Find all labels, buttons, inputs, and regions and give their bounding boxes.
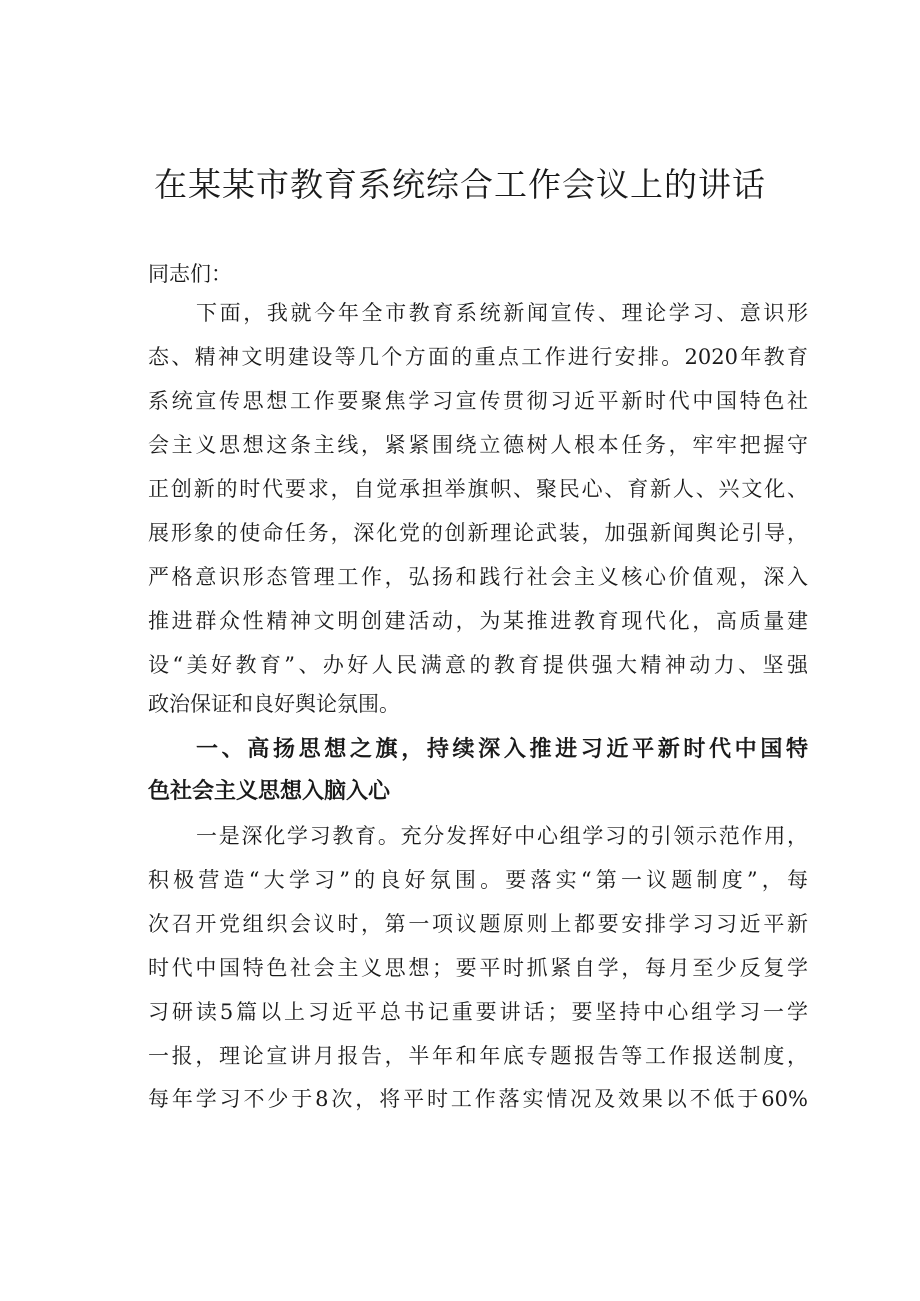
paragraph1-line: 展形象的使命任务，深化党的创新理论武装，加强新闻舆论引导， xyxy=(148,521,808,545)
paragraph2-line: 积极营造“大学习”的良好氛围。要落实“第一议题制度”，每 xyxy=(148,868,808,892)
paragraph1-line: 系统宣传思想工作要聚焦学习宣传贯彻习近平新时代中国特色社 xyxy=(148,389,808,413)
paragraph1-line: 设“美好教育”、办好人民满意的教育提供强大精神动力、坚强 xyxy=(148,653,808,677)
paragraph1-line: 下面，我就今年全市教育系统新闻宣传、理论学习、意识形 xyxy=(196,301,808,325)
section1-heading-line: 色社会主义思想入脑入心 xyxy=(148,779,391,804)
paragraph1-line: 严格意识形态管理工作，弘扬和践行社会主义核心价值观，深入 xyxy=(148,565,808,589)
paragraph2-line: 习研读5篇以上习近平总书记重要讲话；要坚持中心组学习一学 xyxy=(148,1000,808,1024)
paragraph2-line: 一是深化学习教育。充分发挥好中心组学习的引领示范作用， xyxy=(196,824,808,848)
paragraph2-line: 次召开党组织会议时，第一项议题原则上都要安排学习习近平新 xyxy=(148,912,808,936)
paragraph1-line: 会主义思想这条主线，紧紧围绕立德树人根本任务，牢牢把握守 xyxy=(148,433,808,457)
paragraph2-line: 一报，理论宣讲月报告，半年和年底专题报告等工作报送制度， xyxy=(148,1044,808,1068)
paragraph1-line: 政治保证和良好舆论氛围。 xyxy=(148,692,400,716)
paragraph2-line: 每年学习不少于8次，将平时工作落实情况及效果以不低于60% xyxy=(148,1087,808,1111)
paragraph2-line: 时代中国特色社会主义思想；要平时抓紧自学，每月至少反复学 xyxy=(148,956,808,980)
paragraph1-line: 推进群众性精神文明创建活动，为某推进教育现代化，高质量建 xyxy=(148,609,808,633)
paragraph1-line: 态、精神文明建设等几个方面的重点工作进行安排。2020年教育 xyxy=(148,345,808,369)
salutation: 同志们： xyxy=(148,262,232,286)
section1-heading-line: 一、高扬思想之旗，持续深入推进习近平新时代中国特 xyxy=(196,737,808,762)
paragraph1-line: 正创新的时代要求，自觉承担举旗帜、聚民心、育新人、兴文化、 xyxy=(148,477,808,501)
document-title: 在某某市教育系统综合工作会议上的讲话 xyxy=(154,165,766,204)
